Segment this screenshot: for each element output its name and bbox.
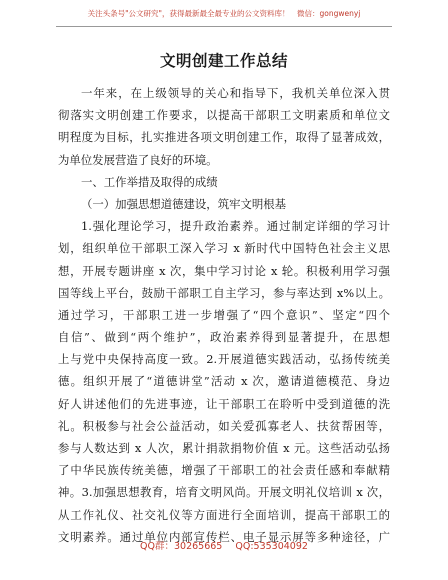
paragraph-line: 划，组织单位干部职工深入学习 x 新时代中国特色社会主义思: [58, 241, 390, 256]
paragraph-line: 了中华民族传统美德，增强了干部职工的社会责任感和奉献精: [58, 463, 390, 478]
paragraph-line: 为单位发展营造了良好的环境。: [58, 152, 218, 167]
paragraph-line: 想，开展专题讲座 x 次，集中学习讨论 x 轮。积极利用学习强: [58, 263, 390, 278]
subsection-heading: （一）加强思想道德建设，筑牢文明根基: [81, 196, 287, 211]
paragraph-line: 自信”、做到“两个维护”，政治素养得到显著提升，在思想: [58, 330, 390, 345]
paragraph-line: 德。组织开展了“道德讲堂”活动 x 次，邀请道德模范、身边: [58, 374, 390, 389]
footer-contact: [0, 538, 448, 552]
document-body: [58, 82, 390, 548]
paragraph-line: 参与人数达到 x 人次，累计捐款捐物价值 x 元。这些活动弘扬: [58, 441, 390, 455]
footer-qq-group: QQ群：30265665: [140, 541, 223, 552]
footer-qq-number: QQ:535304092: [235, 541, 308, 552]
section-heading: 一、工作举措及取得的成绩: [81, 174, 218, 189]
paragraph-line: 从工作礼仪、社交礼仪等方面进行全面培训，提高干部职工的: [58, 507, 390, 522]
paragraph-line: 一年来，在上级领导的关心和指导下，我机关单位深入贯: [81, 86, 390, 100]
paragraph-line: 通过学习，干部职工进一步增强了“四个意识”、坚定“四个: [58, 307, 390, 322]
paragraph-line: 彻落实文明创建工作要求，以提高干部职工文明素质和单位文: [58, 108, 390, 123]
paragraph-line: 文明素养。通过单位内部宣传栏、电子显示屏等多种途径，广: [58, 529, 390, 544]
paragraph-line: 神。3.加强思想教育，培育文明风尚。开展文明礼仪培训 x 次，: [58, 485, 390, 500]
header-notice: 关注头条号"公文研究"，获得最新最全最专业的公文资料库！ 微信：gongwenyj: [87, 9, 361, 18]
page-title: 文明创建工作总结: [159, 51, 288, 70]
paragraph-line: 上与党中央保持高度一致。2.开展道德实践活动，弘扬传统美: [58, 352, 390, 367]
paragraph-line: 国等线上平台，鼓励干部职工自主学习，参与率达到 x%以上。: [58, 285, 390, 300]
header-divider: [56, 26, 392, 27]
paragraph-line: 好人讲述他们的先进事迹，让干部职工在聆听中受到道德的洗: [58, 396, 390, 411]
paragraph-line: 明程度为目标，扎实推进各项文明创建工作，取得了显著成效，: [58, 130, 390, 145]
paragraph-line: 1.强化理论学习，提升政治素养。通过制定详细的学习计: [81, 219, 390, 234]
paragraph-line: 礼。积极参与社会公益活动，如关爱孤寡老人、扶贫帮困等，: [58, 418, 390, 433]
